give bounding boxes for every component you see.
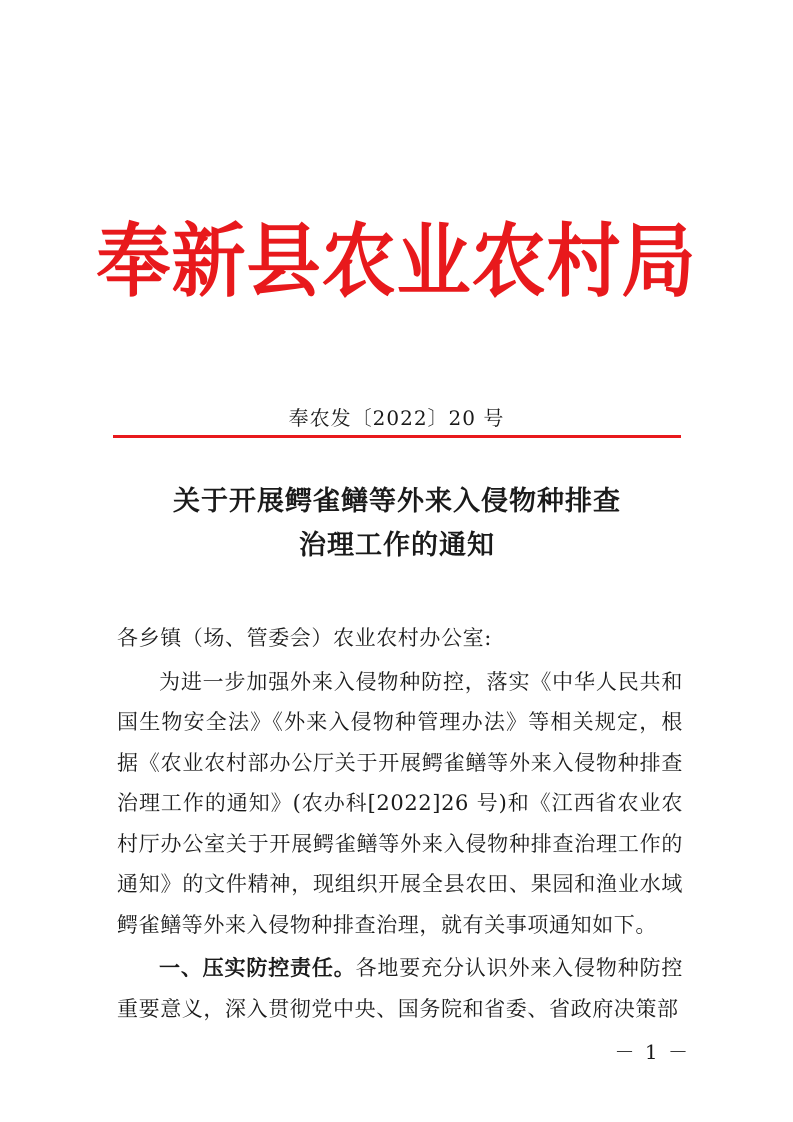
body-paragraph-1: 为进一步加强外来入侵物种防控，落实《中华人民共和国生物安全法》《外来入侵物种管理办法》等相关规定，根据《农业农村部办公厅关于开展鳄雀鳝等外来入侵物种排查治理工作的通知》(农办科[2022]26 号)和《江西省农业农村厅办公室关于开展鳄雀鳝等外来入侵物种排查治理工作的通知》的文件精神，现组织开展全县农田、果园和渔业水域鳄雀鳝等外来入侵物种排查治理，就有关事项通知如下。	[117, 669, 683, 937]
body-paragraph-2	[117, 948, 683, 1029]
agency-red-header: 奉新县农业农村局	[96, 215, 697, 309]
section-1-text: 各地要充分认识外来入侵物种防控重要意义，深入贯彻党中央、国务院和省委、省政府决策部	[117, 956, 683, 1021]
document-title-line-2: 治理工作的通知	[299, 530, 495, 561]
document-body	[117, 618, 683, 1029]
document-title-line-1: 关于开展鳄雀鳝等外来入侵物种排查	[173, 486, 621, 517]
page-number: － 1 －	[614, 1040, 690, 1064]
salutation: 各乡镇（场、管委会）农业农村办公室:	[117, 626, 492, 650]
section-1-heading: 一、压实防控责任。	[159, 956, 356, 980]
document-number: 奉农发〔2022〕20 号	[288, 406, 505, 430]
red-divider-line	[113, 435, 681, 438]
document-title	[113, 480, 681, 568]
